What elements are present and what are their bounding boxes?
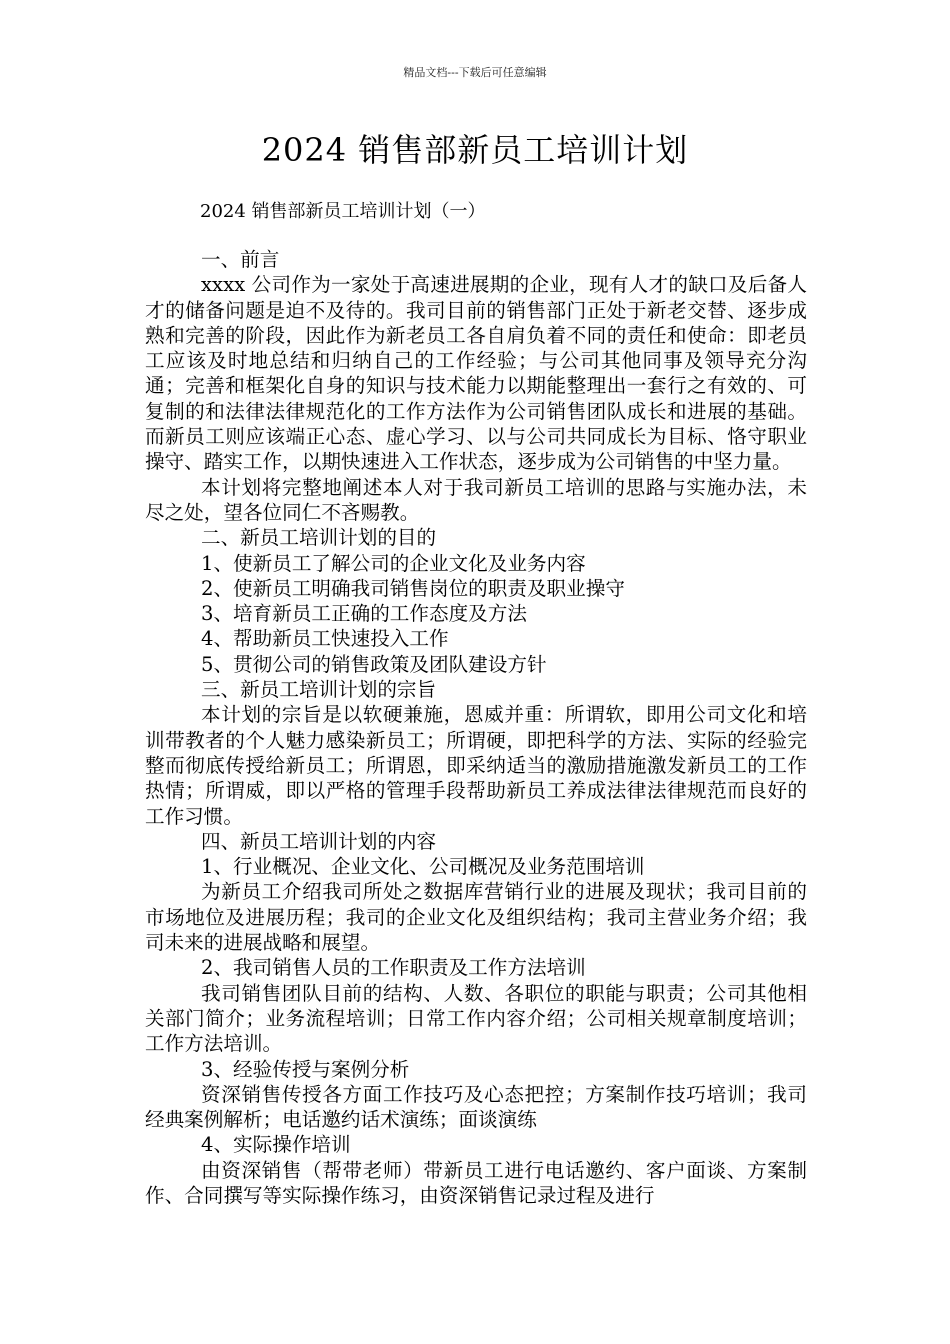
- subsection-heading: 1、行业概况、企业文化、公司概况及业务范围培训: [201, 855, 645, 879]
- section-heading: 四、新员工培训计划的内容: [201, 829, 437, 853]
- paragraph: 为新员工介绍我司所处之数据库营销行业的进展及现状；我司目前的市场地位及进展历程；我司的企业文化及组织结构；我司主营业务介绍；我司未来的进展战略和展望。: [145, 880, 807, 955]
- section-heading: 一、前言: [201, 248, 280, 271]
- list-item: 1、使新员工了解公司的企业文化及业务内容: [201, 551, 586, 575]
- header-note: 精品文档---下载后可任意编辑: [403, 66, 547, 79]
- list-item: 2、使新员工明确我司销售岗位的职责及职业操守: [201, 576, 625, 600]
- subsection-heading: 2、我司销售人员的工作职责及工作方法培训: [201, 956, 586, 980]
- document-title: 2024 销售部新员工培训计划: [261, 131, 689, 169]
- paragraph: 资深销售传授各方面工作技巧及心态把控；方案制作技巧培训；我司经典案例解析；电话邀约话术演练；面谈演练: [145, 1082, 807, 1132]
- paragraph: 由资深销售（帮带老师）带新员工进行电话邀约、客户面谈、方案制作、合同撰写等实际操作练习，由资深销售记录过程及进行: [145, 1158, 807, 1207]
- subsection-heading: 3、经验传授与案例分析: [201, 1057, 410, 1081]
- section-heading: 三、新员工培训计划的宗旨: [201, 678, 437, 702]
- document-subtitle: 2024 销售部新员工培训计划（一）: [200, 201, 486, 222]
- paragraph: 本计划的宗旨是以软硬兼施，恩威并重：所谓软，即用公司文化和培训带教者的个人魅力感染新员工；所谓硬，即把科学的方法、实际的经验完整而彻底传授给新员工；所谓恩，即采纳适当的激励措施激发新员工的工作热情；所谓威，即以严格的管理手段帮助新员工养成法律法律规范而良好的工作习惯。: [145, 703, 807, 828]
- list-item: 3、培育新员工正确的工作态度及方法: [201, 602, 527, 626]
- document-body: [145, 247, 807, 1208]
- paragraph: 本计划将完整地阐述本人对于我司新员工培训的思路与实施办法，未尽之处，望各位同仁不吝赐教。: [145, 475, 807, 524]
- paragraph: xxxx 公司作为一家处于高速进展期的企业，现有人才的缺口及后备人才的储备问题是迫不及待的。我司目前的销售部门正处于新老交替、逐步成熟和完善的阶段，因此作为新老员工各自肩负着不同的责任和使命：即老员工应该及时地总结和归纳自己的工作经验；与公司其他同事及领导充分沟通；完善和框架化自身的知识与技术能力以期能整理出一套行之有效的、可复制的和法律法律规范化的工作方法作为公司销售团队成长和进展的基础。而新员工则应该端正心态、虚心学习、以与公司共同成长为目标、恪守职业操守、踏实工作，以期快速进入工作状态，逐步成为公司销售的中坚力量。: [145, 273, 807, 474]
- paragraph: 我司销售团队目前的结构、人数、各职位的职能与职责；公司其他相关部门简介；业务流程培训；日常工作内容介绍；公司相关规章制度培训；工作方法培训。: [145, 981, 807, 1056]
- list-item: 5、贯彻公司的销售政策及团队建设方针: [201, 652, 547, 676]
- section-heading: 二、新员工培训计划的目的: [201, 526, 437, 550]
- list-item: 4、帮助新员工快速投入工作: [201, 627, 449, 651]
- subsection-heading: 4、实际操作培训: [201, 1133, 351, 1157]
